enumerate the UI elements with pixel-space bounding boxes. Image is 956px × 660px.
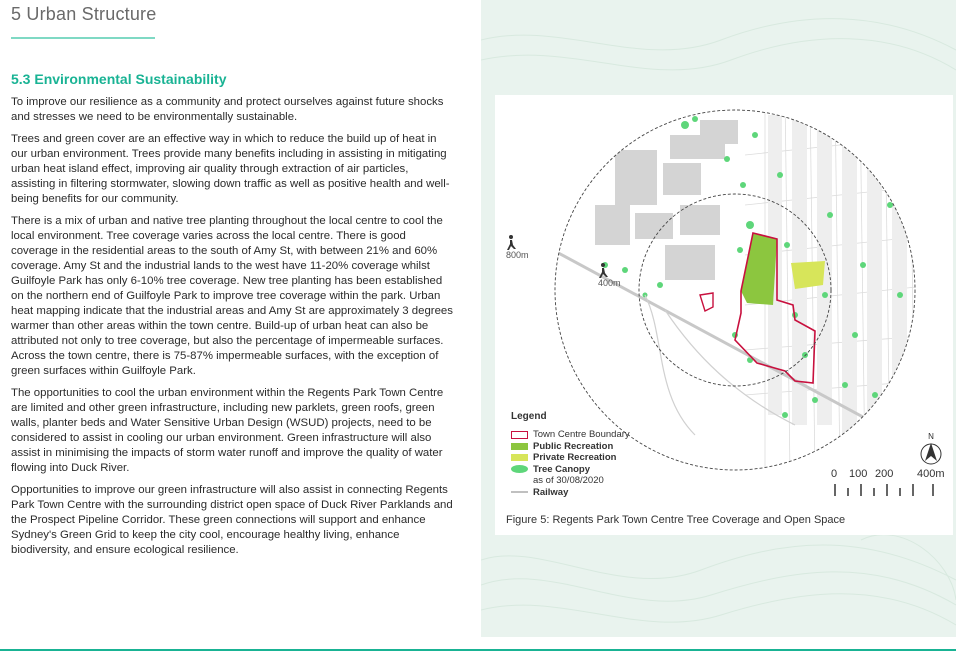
legend-item-canopy: Tree Canopy [511,464,630,476]
walker-icon-800 [507,235,516,250]
canopy-swatch [511,465,528,473]
legend-item-railway: Railway [511,487,630,499]
paragraph-2: Trees and green cover are an effective way in which to reduce the build up of heat in our urban environment. Trees provide many benefits including in assisting in mitigating urban heat island effect, improving air quality through extraction of air particles, assisting in filtering stormwater, slowing down traffic as well as positive health and well-being benefits for our community. [11,133,450,205]
public-swatch [511,443,528,450]
legend-item-private: Private Recreation [511,452,630,464]
private-recreation-area [791,261,825,289]
section-heading: 5.3 Environmental Sustainability [11,71,227,87]
paragraph-4: The opportunities to cool the urban environment within the Regents Park Town Centre are limited and other green infrastructure, including new parklets, green roofs, green walls, planter beds and Water Sensitive Urban Design (WSUD) projects, need to be considered to assist in cooling our urban environment. Green infrastructure will also assist in minimising the impacts of storm water runoff and improve the quality of water flowing into Duck River. [11,387,444,474]
map-legend [511,411,630,498]
legend-item-public: Public Recreation [511,441,630,453]
figure-caption: Figure 5: Regents Park Town Centre Tree Coverage and Open Space [506,514,846,526]
figure-card [495,95,953,535]
scale-bar [831,468,945,501]
north-label: N [928,432,934,441]
footer-rule [0,649,956,651]
scale-label-400: 400m [917,468,945,480]
label-400m: 400m [598,278,621,288]
page-title: 5 Urban Structure [11,4,157,24]
scale-ticks [831,482,941,498]
legend-item-boundary: Town Centre Boundary [511,429,630,441]
scale-label-100: 100 [849,468,868,480]
canopy-date: as of 30/08/2020 [533,475,604,486]
paragraph-1: To improve our resilience as a community and protect ourselves against future shocks and stresses we need to be environmentally sustainable. [11,96,444,123]
body-text [11,95,453,565]
scale-label-200: 200 [875,468,894,480]
legend-title: Legend [511,411,547,422]
scale-label-0: 0 [831,468,838,480]
private-swatch [511,454,528,461]
title-underline [11,37,155,39]
label-800m: 800m [506,250,529,260]
north-arrow [919,432,943,472]
railway-swatch [511,491,528,493]
compass-icon [919,441,943,467]
boundary-swatch [511,431,528,439]
paragraph-5: Opportunities to improve our green infrastructure will also assist in connecting Regents Park Town Centre with the surrounding district open space of Duck River Parklands and the Prospect Pipeline Corridor. These green connections will support and enhance Sydney's Green Grid to keep the city cool, encourage healthy living, enhance biodiversity, and ensure ecological resilience. [11,484,453,556]
paragraph-3: There is a mix of urban and native tree planting throughout the local centre to cool the local environment. Tree coverage varies across the local centre. There is good coverage in the residential areas to the south of Amy St, with between 21% and 60% coverage. Amy St and the industrial lands to the west have 11-20% coverage whilst Guilfoyle Park has only 6-10% tree coverage. New tree planting has been established on the northern end of Guilfoyle Park to improve tree coverage within the park. Urban heat mapping indicate that the industrial areas and Amy St are approximately 3 degrees warmer than other areas within the town centre. Build-up of urban heat can also be attributed not only to tree coverage, but also the percentage of impermeable surfaces. Across the town centre, there is 75-87% impermeable surfaces, with the exception of green surfaces within Guilfoyle Park. [11,215,453,377]
